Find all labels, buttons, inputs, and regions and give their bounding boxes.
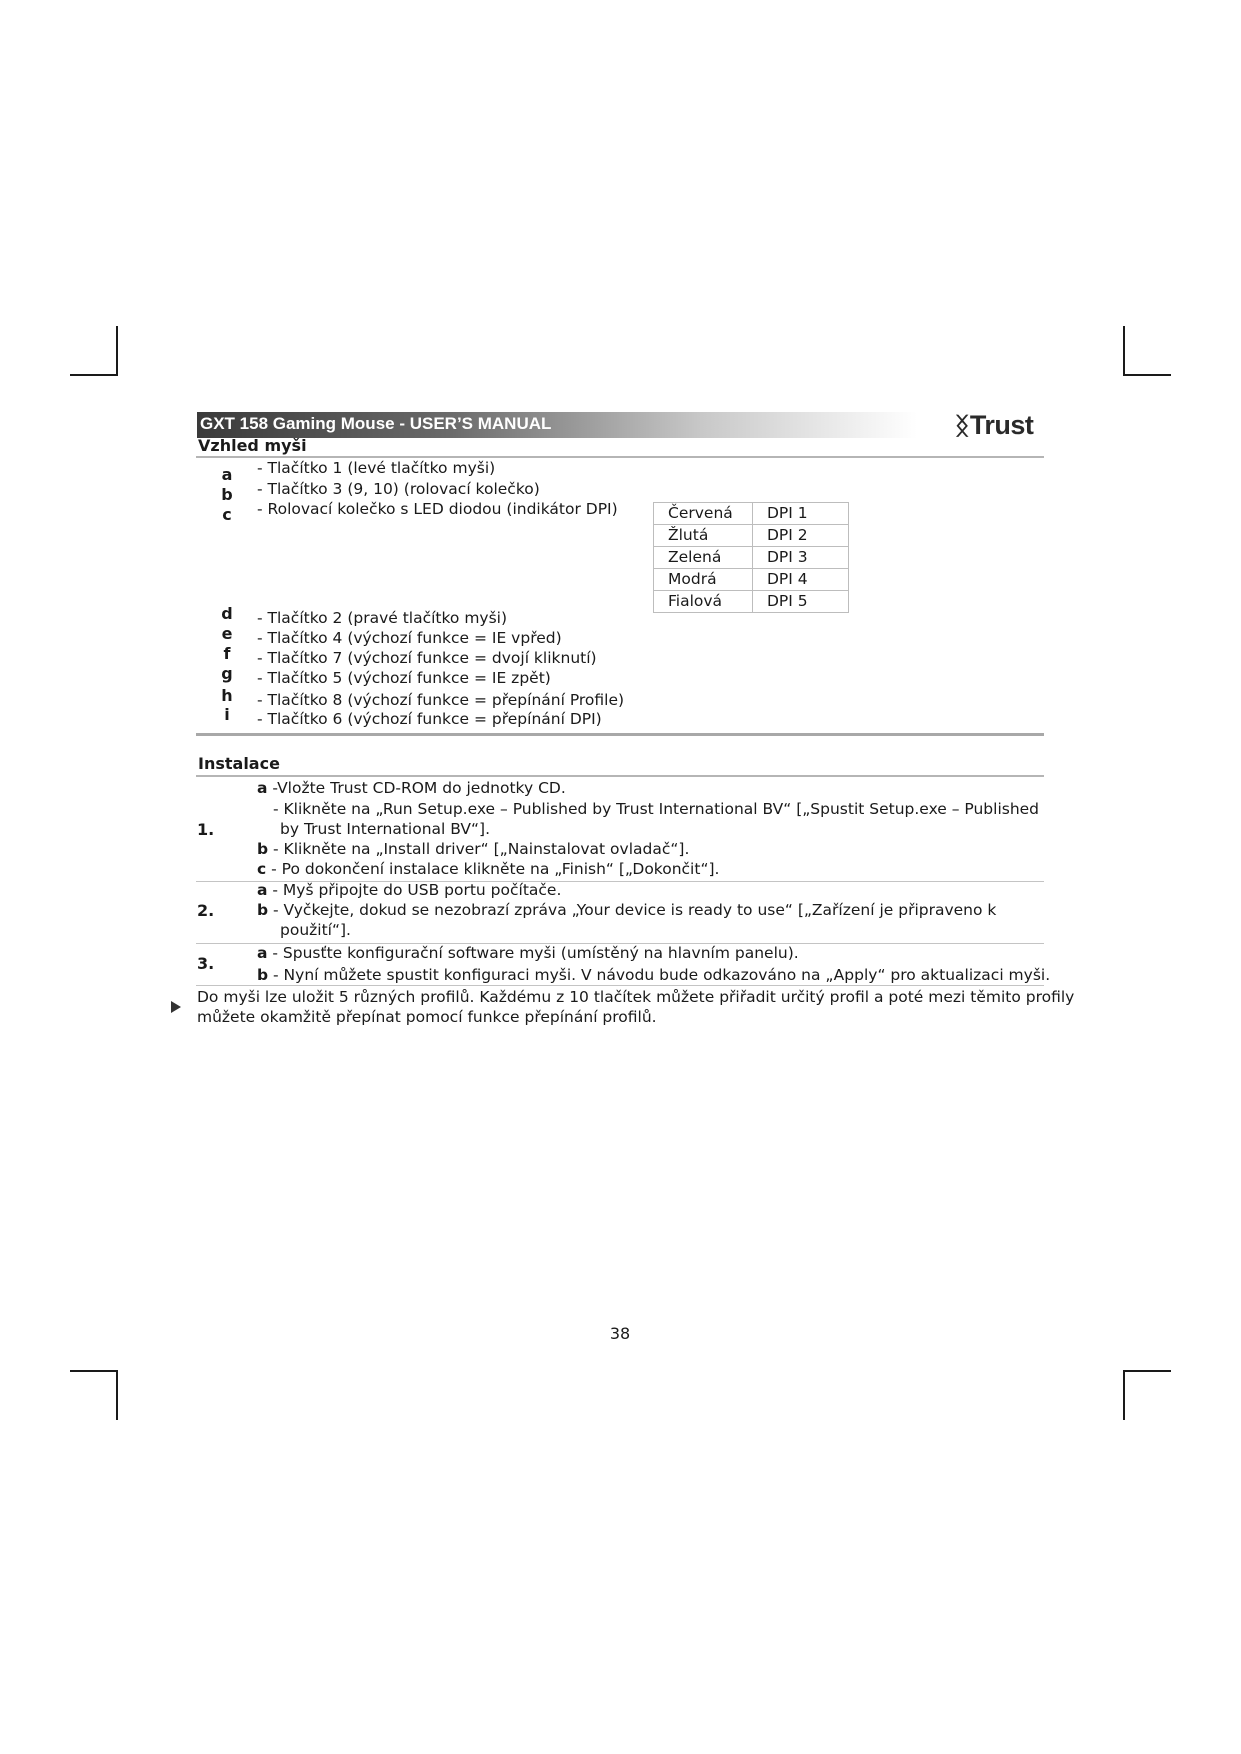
table-row xyxy=(654,503,849,525)
crop-mark-top-left-h xyxy=(70,374,118,376)
dpi-color-cell: Žlutá xyxy=(654,525,753,547)
dpi-color-cell: Červená xyxy=(654,503,753,525)
step-line: - Klikněte na „Run Setup.exe – Published by Trust International BV“ [„Spustit Setup.exe – Published xyxy=(273,800,1040,818)
part-letter: h xyxy=(221,686,233,705)
profile-note-line: Do myši lze uložit 5 různých profilů. Každému z 10 tlačítek můžete přiřadit určitý profil a poté mezi těmito profily xyxy=(197,988,1075,1006)
arrow-bullet-icon xyxy=(171,1001,181,1013)
section-title-installation: Instalace xyxy=(198,754,280,773)
part-description: - Tlačítko 7 (výchozí funkce = dvojí kliknutí) xyxy=(257,649,597,667)
dpi-value-cell: DPI 3 xyxy=(753,547,849,569)
table-row xyxy=(654,547,849,569)
part-description: - Tlačítko 1 (levé tlačítko myši) xyxy=(257,459,496,477)
dpi-color-table xyxy=(653,502,849,613)
step-text: - Vyčkejte, dokud se nezobrazí zpráva „Your device is ready to use“ [„Zařízení je připraveno k xyxy=(268,901,997,919)
part-description: - Rolovací kolečko s LED diodou (indikátor DPI) xyxy=(257,500,618,518)
step-text: - Nyní můžete spustit konfiguraci myši. V návodu bude odkazováno na „Apply“ pro aktualizaci myši. xyxy=(268,966,1051,984)
part-description: - Tlačítko 5 (výchozí funkce = IE zpět) xyxy=(257,669,551,687)
part-letter: e xyxy=(221,624,233,643)
step-line xyxy=(257,860,719,878)
part-description: - Tlačítko 3 (9, 10) (rolovací kolečko) xyxy=(257,480,540,498)
dpi-value-cell: DPI 2 xyxy=(753,525,849,547)
step-text: -Vložte Trust CD-ROM do jednotky CD. xyxy=(267,779,566,797)
step-line xyxy=(257,779,566,797)
crop-mark-top-right-h xyxy=(1123,374,1171,376)
crop-mark-bottom-right-v xyxy=(1123,1370,1125,1420)
part-description: - Tlačítko 2 (pravé tlačítko myši) xyxy=(257,609,508,627)
table-row xyxy=(654,525,849,547)
step-number: 2. xyxy=(197,901,215,920)
step-line xyxy=(257,840,689,858)
manual-title: GXT 158 Gaming Mouse - USER’S MANUAL xyxy=(200,414,552,433)
trust-logo-text: Trust xyxy=(969,410,1034,440)
step-letter: b xyxy=(257,840,269,858)
crop-mark-bottom-left-h xyxy=(70,1370,118,1372)
step-text: - Myš připojte do USB portu počítače. xyxy=(267,881,562,899)
part-letter: b xyxy=(221,485,233,504)
step-line xyxy=(257,944,799,962)
step-letter: b xyxy=(257,966,269,984)
part-letter: f xyxy=(223,644,231,663)
step-line: použití“]. xyxy=(280,921,351,939)
table-row xyxy=(654,591,849,613)
step-letter: a xyxy=(257,944,268,962)
page-number: 38 xyxy=(609,1324,631,1343)
part-description: - Tlačítko 6 (výchozí funkce = přepínání DPI) xyxy=(257,710,602,728)
section-title-appearance: Vzhled myši xyxy=(198,436,307,455)
step-line xyxy=(257,901,996,919)
step-text: - Spusťte konfigurační software myši (umístěný na hlavním panelu). xyxy=(267,944,799,962)
dpi-value-cell: DPI 4 xyxy=(753,569,849,591)
part-letter: d xyxy=(221,604,233,623)
crop-mark-bottom-right-h xyxy=(1123,1370,1171,1372)
part-letter: i xyxy=(224,705,230,724)
crop-mark-top-right-v xyxy=(1123,326,1125,376)
part-letter: a xyxy=(221,465,233,484)
step-letter: a xyxy=(257,881,268,899)
step-line xyxy=(257,881,561,899)
crop-mark-top-left-v xyxy=(116,326,118,376)
step-line: by Trust International BV“]. xyxy=(280,820,491,838)
dpi-value-cell: DPI 5 xyxy=(753,591,849,613)
crop-mark-bottom-left-v xyxy=(116,1370,118,1420)
step-letter: b xyxy=(257,901,269,919)
part-description: - Tlačítko 4 (výchozí funkce = IE vpřed) xyxy=(257,629,562,647)
part-description: - Tlačítko 8 (výchozí funkce = přepínání Profile) xyxy=(257,691,625,709)
profile-note-line: můžete okamžitě přepínat pomocí funkce přepínání profilů. xyxy=(197,1008,657,1026)
step-letter: a xyxy=(257,779,268,797)
part-letter: c xyxy=(222,505,232,524)
trust-logo xyxy=(955,410,1033,441)
section-divider xyxy=(196,733,1044,736)
step-text: - Po dokončení instalace klikněte na „Finish“ [„Dokončit“]. xyxy=(266,860,720,878)
step-letter: c xyxy=(257,860,267,878)
step-line xyxy=(257,966,1050,984)
step-text: - Klikněte na „Install driver“ [„Nainstalovat ovladač“]. xyxy=(268,840,690,858)
dpi-color-cell: Fialová xyxy=(654,591,753,613)
part-letter: g xyxy=(221,664,233,683)
step-number: 1. xyxy=(197,820,215,839)
section-divider xyxy=(196,775,1044,777)
section-divider xyxy=(196,456,1044,458)
step-number: 3. xyxy=(197,954,215,973)
step-divider xyxy=(196,985,1044,986)
trust-logo-mark: ᛝ xyxy=(955,413,969,440)
dpi-color-cell: Modrá xyxy=(654,569,753,591)
dpi-value-cell: DPI 1 xyxy=(753,503,849,525)
table-row xyxy=(654,569,849,591)
dpi-color-cell: Zelená xyxy=(654,547,753,569)
